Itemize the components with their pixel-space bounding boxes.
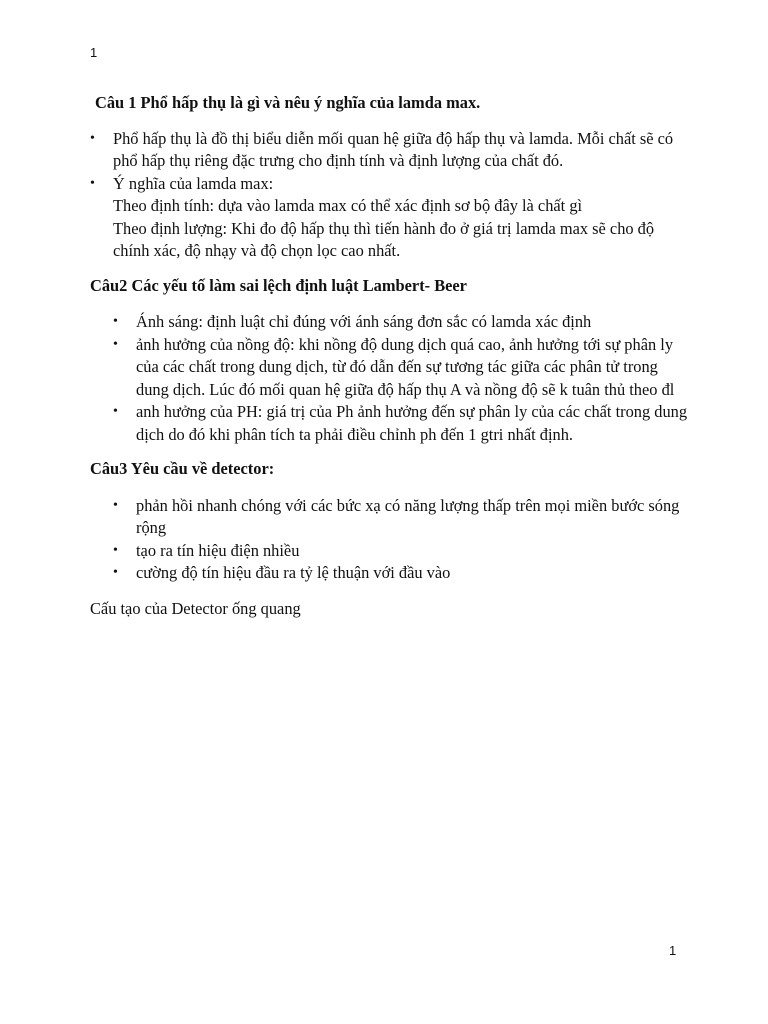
list-item-text: tạo ra tín hiệu điện nhiều xyxy=(136,540,300,560)
question-1-heading: Câu 1 Phổ hấp thụ là gì và nêu ý nghĩa của lamda max. xyxy=(95,93,481,112)
list-item xyxy=(90,311,690,334)
question-3-list xyxy=(90,495,690,585)
list-item xyxy=(90,495,690,540)
bullet-icon: • xyxy=(90,175,95,191)
list-item-text: Ánh sáng: định luật chỉ đúng với ánh sáng đơn sắc có lamda xác định xyxy=(136,312,592,331)
list-item-text: anh hưởng của PH: giá trị của Ph ảnh hưởng đến sự phân ly của các chất trong dung dịch do đó khi phân tích ta phải điều chỉnh ph đến 1 gtri nhất định. xyxy=(136,402,688,444)
bullet-icon: • xyxy=(113,314,118,329)
list-item xyxy=(90,128,690,173)
detector-structure-line: Cấu tạo của Detector ống quang xyxy=(90,598,301,618)
bullet-icon: • xyxy=(113,404,118,419)
list-item-text: phản hồi nhanh chóng với các bức xạ có năng lượng thấp trên mọi miền bước sóng rộng xyxy=(136,495,680,537)
list-item-text: Phổ hấp thụ là đồ thị biểu diễn mối quan hệ giữa độ hấp thụ và lamda. Mỗi chất sẽ có phổ hấp thụ riêng đặc trưng cho định tính và định lượng của chất đó. xyxy=(113,128,674,170)
footer-page-number: 1 xyxy=(669,943,677,958)
list-item-text: ảnh hưởng của nồng độ: khi nồng độ dung dịch quá cao, ảnh hưởng tới sự phân ly của các chất trong dung dịch, từ đó dẫn đến sự tương tác giữa các phân tử trong dung dịch. Lúc đó mối quan hệ giữa độ hấp thụ A và nồng độ sẽ k tuân thủ theo đl xyxy=(136,334,675,399)
bullet-icon: • xyxy=(113,336,118,352)
question-3-heading: Câu3 Yêu cầu về detector: xyxy=(90,459,275,478)
list-item xyxy=(90,562,690,585)
bullet-icon: • xyxy=(90,130,95,146)
bullet-icon: • xyxy=(113,542,118,558)
question-2-list xyxy=(90,311,690,446)
list-item xyxy=(90,173,690,196)
header-page-number: 1 xyxy=(90,45,98,60)
question-1-list xyxy=(90,128,690,196)
qualitative-meaning: Theo định tính: dựa vào lamda max có thể xác định sơ bộ đây là chất gì xyxy=(113,196,583,215)
question-2-heading: Câu2 Các yếu tố làm sai lệch định luật Lambert- Beer xyxy=(90,275,467,295)
bullet-icon: • xyxy=(113,565,118,580)
document-body xyxy=(90,92,690,636)
list-item-text: Ý nghĩa của lamda max: xyxy=(113,173,274,193)
list-item xyxy=(90,401,690,446)
list-item xyxy=(90,334,690,402)
list-item xyxy=(90,540,690,563)
list-item-text: cường độ tín hiệu đầu ra tỷ lệ thuận với đầu vào xyxy=(136,563,451,582)
bullet-icon: • xyxy=(113,497,118,513)
quantitative-meaning: Theo định lượng: Khi đo độ hấp thụ thì tiến hành đo ở giá trị lamda max sẽ cho độ chính xác, độ nhạy và độ chọn lọc cao nhất. xyxy=(113,218,655,260)
